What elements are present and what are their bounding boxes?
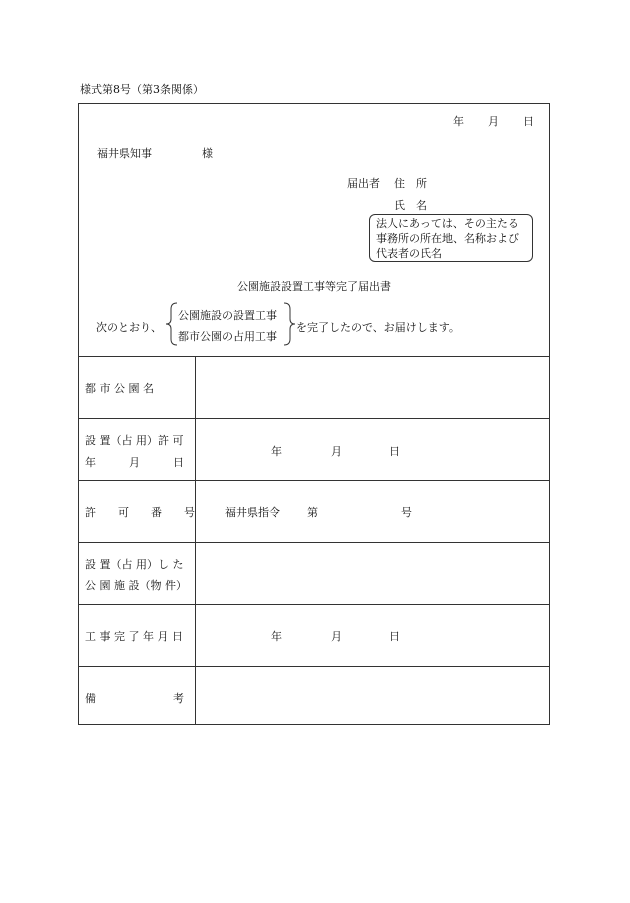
left-brace-icon bbox=[165, 302, 179, 346]
form-number: 様式第8号（第3条関係） bbox=[80, 83, 204, 96]
permit-date-label-line-2: 年 月 日 bbox=[85, 456, 184, 469]
permit-number-dai: 第 bbox=[307, 506, 318, 519]
corp-note-line-2: 事務所の所在地、名称および bbox=[376, 232, 519, 245]
permit-date-label-line-1: 設 置（占 用）許 可 bbox=[85, 434, 184, 447]
completion-date-label: 工 事 完 了 年 月 日 bbox=[85, 630, 183, 643]
date-month-label: 月 bbox=[488, 115, 499, 128]
address-label: 住 所 bbox=[394, 177, 427, 190]
applicant-label: 届出者 bbox=[347, 177, 380, 190]
row-divider bbox=[79, 604, 549, 605]
permit-date-year: 年 bbox=[271, 445, 282, 458]
row-divider bbox=[79, 666, 549, 667]
honorific: 様 bbox=[202, 147, 213, 160]
date-day-label: 日 bbox=[523, 115, 534, 128]
body-prefix: 次のとおり、 bbox=[96, 321, 162, 334]
document-title: 公園施設設置工事等完了届出書 bbox=[237, 280, 391, 293]
row-divider bbox=[79, 542, 549, 543]
completion-date-year: 年 bbox=[271, 630, 282, 643]
completion-date-month: 月 bbox=[331, 630, 342, 643]
corp-note-line-3: 代表者の氏名 bbox=[376, 247, 442, 260]
permit-date-day: 日 bbox=[389, 445, 400, 458]
name-label: 氏 名 bbox=[394, 199, 427, 212]
permit-date-month: 月 bbox=[331, 445, 342, 458]
permit-number-prefix: 福井県指令 bbox=[225, 506, 280, 519]
column-divider bbox=[195, 356, 196, 724]
option-occupancy-work: 都市公園の占用工事 bbox=[178, 330, 277, 343]
park-name-label: 都 市 公 園 名 bbox=[85, 382, 154, 395]
row-divider bbox=[79, 356, 549, 357]
row-divider bbox=[79, 480, 549, 481]
date-year-label: 年 bbox=[453, 115, 464, 128]
remarks-label: 備 考 bbox=[85, 692, 184, 705]
form-frame bbox=[78, 103, 550, 725]
body-suffix: を完了したので、お届けします。 bbox=[296, 321, 460, 334]
row-divider bbox=[79, 418, 549, 419]
corp-note-line-1: 法人にあっては、その主たる bbox=[376, 217, 519, 230]
right-brace-icon bbox=[282, 302, 296, 346]
facility-label-line-2: 公 園 施 設（物 件） bbox=[85, 579, 187, 592]
facility-label-line-1: 設 置（占 用）し た bbox=[85, 558, 184, 571]
addressee: 福井県知事 bbox=[97, 147, 152, 160]
completion-date-day: 日 bbox=[389, 630, 400, 643]
option-facility-work: 公園施設の設置工事 bbox=[178, 309, 277, 322]
permit-number-label: 許 可 番 号 bbox=[85, 506, 195, 519]
permit-number-go: 号 bbox=[401, 506, 412, 519]
